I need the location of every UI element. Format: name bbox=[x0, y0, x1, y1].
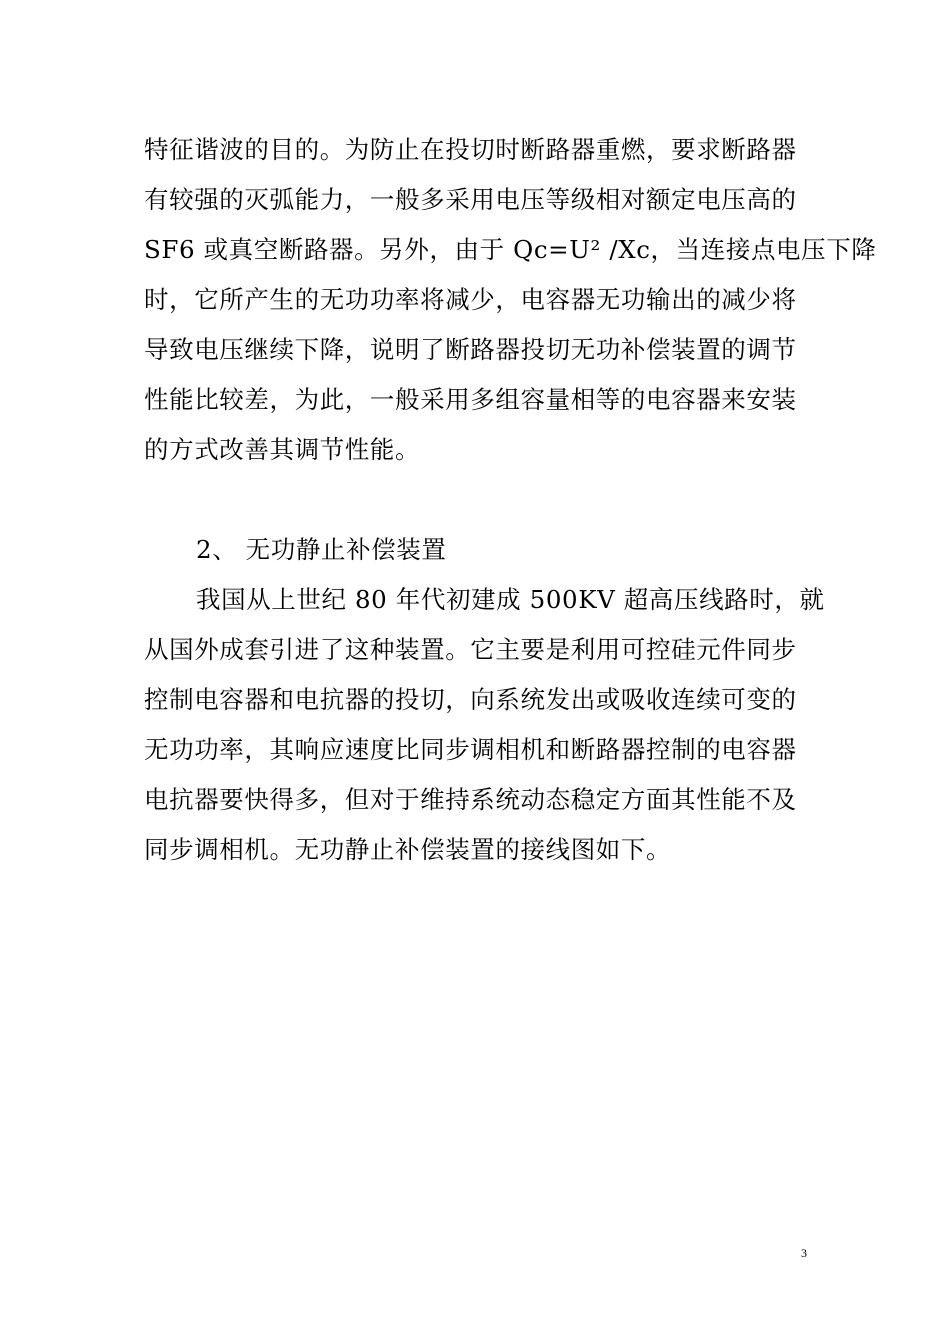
paragraph-line: 我国从上世纪 80 年代初建成 500KV 超高压线路时，就 bbox=[196, 585, 825, 614]
paragraph-line: 电抗器要快得多，但对于维持系统动态稳定方面其性能不及 bbox=[144, 785, 797, 814]
paragraph-line: 导致电压继续下降，说明了断路器投切无功补偿装置的调节 bbox=[144, 335, 797, 364]
paragraph-line: 性能比较差，为此，一般采用多组容量相等的电容器来安装 bbox=[144, 385, 797, 414]
paragraph-line: 同步调相机。无功静止补偿装置的接线图如下。 bbox=[144, 835, 672, 864]
paragraph-line: SF6 或真空断路器。另外，由于 Qc=U² /Xc，当连接点电压下降 bbox=[144, 235, 877, 264]
paragraph-line: 从国外成套引进了这种装置。它主要是利用可控硅元件同步 bbox=[144, 635, 797, 664]
section-heading: 2、 无功静止补偿装置 bbox=[196, 535, 447, 564]
paragraph-line: 有较强的灭弧能力，一般多采用电压等级相对额定电压高的 bbox=[144, 185, 797, 214]
paragraph-line: 控制电容器和电抗器的投切，向系统发出或吸收连续可变的 bbox=[144, 685, 797, 714]
page-number: 3 bbox=[801, 1246, 807, 1260]
paragraph-line: 时，它所产生的无功功率将减少，电容器无功输出的减少将 bbox=[144, 285, 797, 314]
paragraph-line: 的方式改善其调节性能。 bbox=[144, 435, 421, 464]
paragraph-line: 无功功率，其响应速度比同步调相机和断路器控制的电容器 bbox=[144, 735, 797, 764]
paragraph-line: 特征谐波的目的。为防止在投切时断路器重燃，要求断路器 bbox=[144, 135, 797, 164]
